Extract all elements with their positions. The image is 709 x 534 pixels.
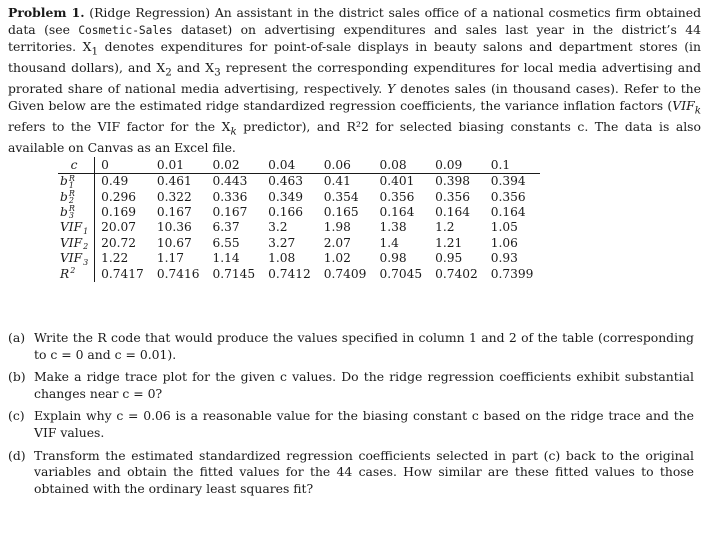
table-cell: 0.461 [156, 174, 192, 189]
row-label [58, 251, 95, 266]
ridge-coefficients-table [58, 157, 540, 282]
table-cell: 0.7409 [323, 266, 367, 281]
c-value: 0.09 [429, 157, 485, 174]
subscript: k [230, 125, 237, 138]
question-label: (b) [8, 369, 26, 385]
row-label-sub: 1 [68, 180, 74, 190]
table-cell: 0.398 [435, 174, 470, 189]
table-cell: 1.14 [212, 251, 240, 266]
problem-text: predictor), and R²2 for selected biasing constants c. The data is also available on Canvas as an Excel file. [8, 118, 701, 156]
subscript: 3 [214, 66, 221, 79]
problem-statement [8, 5, 701, 157]
problem-text: and X [171, 60, 215, 76]
c-value: 0.08 [373, 157, 429, 174]
table-row [58, 266, 540, 281]
subscript: 1 [91, 45, 99, 58]
row-label [58, 220, 95, 235]
table-cell: 0.7416 [156, 266, 200, 281]
table-cell: 1.2 [435, 220, 455, 235]
table-cell: 20.72 [101, 235, 137, 250]
problem-heading: Problem 1. [8, 5, 85, 20]
question-label: (d) [8, 447, 26, 463]
table-cell: 1.38 [379, 220, 407, 235]
row-label [58, 266, 95, 281]
c-value: 0.1 [485, 157, 541, 174]
table-cell: 0.167 [156, 204, 192, 219]
table-cell: 1.21 [435, 235, 463, 250]
question-item [8, 408, 694, 441]
row-label [58, 205, 95, 220]
questions-list [8, 330, 694, 503]
table-cell: 0.164 [379, 204, 415, 219]
table-cell: 0.296 [101, 189, 137, 204]
row-label-sub: 2 [83, 242, 89, 252]
table-cell: 0.95 [435, 251, 463, 266]
question-item [8, 330, 694, 363]
c-value: 0.04 [262, 157, 318, 174]
c-value: 0 [95, 157, 151, 174]
row-label-sup: R [68, 204, 75, 214]
row-label [58, 236, 95, 251]
c-value: 0.01 [151, 157, 207, 174]
table-cell: 0.49 [101, 174, 129, 189]
table-cell: 0.7412 [268, 266, 311, 281]
row-label-scripts [70, 267, 75, 281]
row-label-text: b [60, 204, 68, 219]
row-label-sub: 2 [68, 196, 74, 206]
row-label-scripts [83, 236, 88, 250]
problem-text: denotes sales (in thousand cases). Refer to the Given below are the estimated ridge standardized regression coefficients, the variance inflation factors ( [8, 81, 701, 113]
row-label-sub [70, 274, 75, 281]
table-cell: 0.169 [101, 204, 137, 219]
table-cell: 10.36 [156, 220, 192, 235]
table-cell: 0.7045 [379, 266, 423, 281]
table-cell: 1.98 [323, 220, 351, 235]
table-cell: 0.164 [435, 204, 470, 219]
table-cell: 0.322 [156, 189, 192, 204]
row-label-scripts [69, 175, 75, 189]
table-cell: 0.7399 [490, 266, 534, 281]
table-cell: 1.22 [101, 251, 129, 266]
c-header: c [58, 157, 95, 174]
table-cell: 0.93 [490, 251, 518, 266]
c-value: 0.02 [206, 157, 262, 174]
table-cell: 0.7417 [101, 266, 144, 281]
table-cell: 0.165 [323, 204, 359, 219]
row-label-sub: 3 [68, 211, 74, 221]
problem-text: Y [387, 81, 396, 97]
row-label-text: b [60, 174, 68, 189]
table-cell: 1.06 [490, 235, 518, 250]
table-header-row [58, 157, 540, 174]
table-cell: 0.41 [323, 174, 351, 189]
question-text: Explain why c = 0.06 is a reasonable value for the biasing constant c based on the ridge trace and the VIF values. [34, 408, 694, 440]
c-value: 0.06 [318, 157, 374, 174]
question-label: (a) [8, 330, 26, 345]
row-label-text: R [60, 266, 70, 281]
table-cell: 0.394 [490, 174, 526, 189]
table-row [58, 174, 540, 190]
table-cell: 0.7402 [435, 266, 478, 281]
question-item [8, 448, 694, 498]
table-cell: 1.08 [268, 251, 296, 266]
table-cell: 10.67 [156, 235, 192, 250]
row-label-text: VIF [60, 235, 83, 250]
row-label-sup: R [68, 189, 75, 199]
problem-text: refers to the VIF factor for the X [8, 118, 231, 134]
table-row [58, 220, 540, 235]
row-label-sup: R [68, 173, 75, 183]
table-cell: 0.463 [268, 174, 304, 189]
table-cell: 0.164 [490, 204, 526, 219]
table-cell: 0.349 [268, 189, 304, 204]
table-row [58, 189, 540, 204]
subscript: k [694, 104, 701, 117]
table-row [58, 251, 540, 266]
row-label-sup: 2 [70, 266, 76, 276]
row-label-text: b [60, 189, 68, 204]
dataset-name: Cosmetic-Sales [78, 23, 173, 37]
row-label-scripts [69, 190, 75, 204]
row-label-sub: 3 [83, 257, 89, 267]
table-cell: 6.55 [212, 235, 240, 250]
problem-text: denotes expenditures for point-of-sale displays in beauty salons and department stores (in thousand dollars), and X [8, 39, 701, 76]
table-cell: 3.2 [268, 220, 288, 235]
table-cell: 0.98 [379, 251, 407, 266]
table-cell: 0.166 [268, 204, 304, 219]
row-label-scripts [83, 252, 88, 266]
table-cell: 6.37 [212, 220, 240, 235]
row-label [58, 174, 95, 190]
table-row [58, 205, 540, 220]
question-text: Transform the estimated standardized regression coefficients selected in part (c) back to the original variables and obtain the fitted values for the 44 cases. How similar are these fitted values to those obtained with the ordinary least squares fit? [34, 447, 694, 496]
question-label: (c) [8, 408, 25, 424]
table-cell: 0.356 [435, 189, 470, 204]
question-item [8, 369, 694, 402]
row-label-scripts [69, 205, 75, 219]
problem-text: represent the corresponding expenditures for local media advertising and prorated share of national media advertising, respectively. [8, 60, 702, 97]
table-cell: 1.05 [490, 220, 518, 235]
problem-text: VIF [672, 97, 695, 113]
subscript: 2 [165, 66, 172, 79]
problem-text: (Ridge Regression) An assistant in the district sales office of a national cosmetics firm obtained data (see [8, 5, 701, 37]
table-cell: 20.07 [101, 220, 137, 235]
row-label-sub: 1 [83, 226, 89, 236]
question-text: Write the R code that would produce the values specified in column 1 and 2 of the table (corresponding to c = 0 and c = 0.01). [34, 330, 694, 362]
table-cell: 1.02 [323, 251, 351, 266]
table-cell: 0.7145 [212, 266, 256, 281]
table-cell: 0.356 [490, 189, 526, 204]
problem-text: dataset) on advertising expenditures and sales last year in the district’s 44 territories. X [8, 21, 701, 55]
row-label-text: VIF [60, 220, 83, 235]
row-label-text: VIF [60, 251, 83, 266]
table-cell: 0.443 [212, 174, 248, 189]
row-label [58, 189, 95, 204]
row-label-scripts [83, 221, 88, 235]
table-row [58, 236, 540, 251]
table-cell: 0.356 [379, 189, 415, 204]
table-cell: 0.336 [212, 189, 248, 204]
question-text: Make a ridge trace plot for the given c values. Do the ridge regression coefficients exhibit substantial changes near c = 0? [34, 369, 694, 401]
table-cell: 0.354 [323, 189, 359, 204]
table-cell: 1.4 [379, 235, 399, 250]
table-cell: 2.07 [323, 235, 351, 250]
table-cell: 1.17 [156, 251, 184, 266]
table-cell: 3.27 [268, 235, 296, 250]
table-cell: 0.401 [379, 174, 415, 189]
table-cell: 0.167 [212, 204, 248, 219]
